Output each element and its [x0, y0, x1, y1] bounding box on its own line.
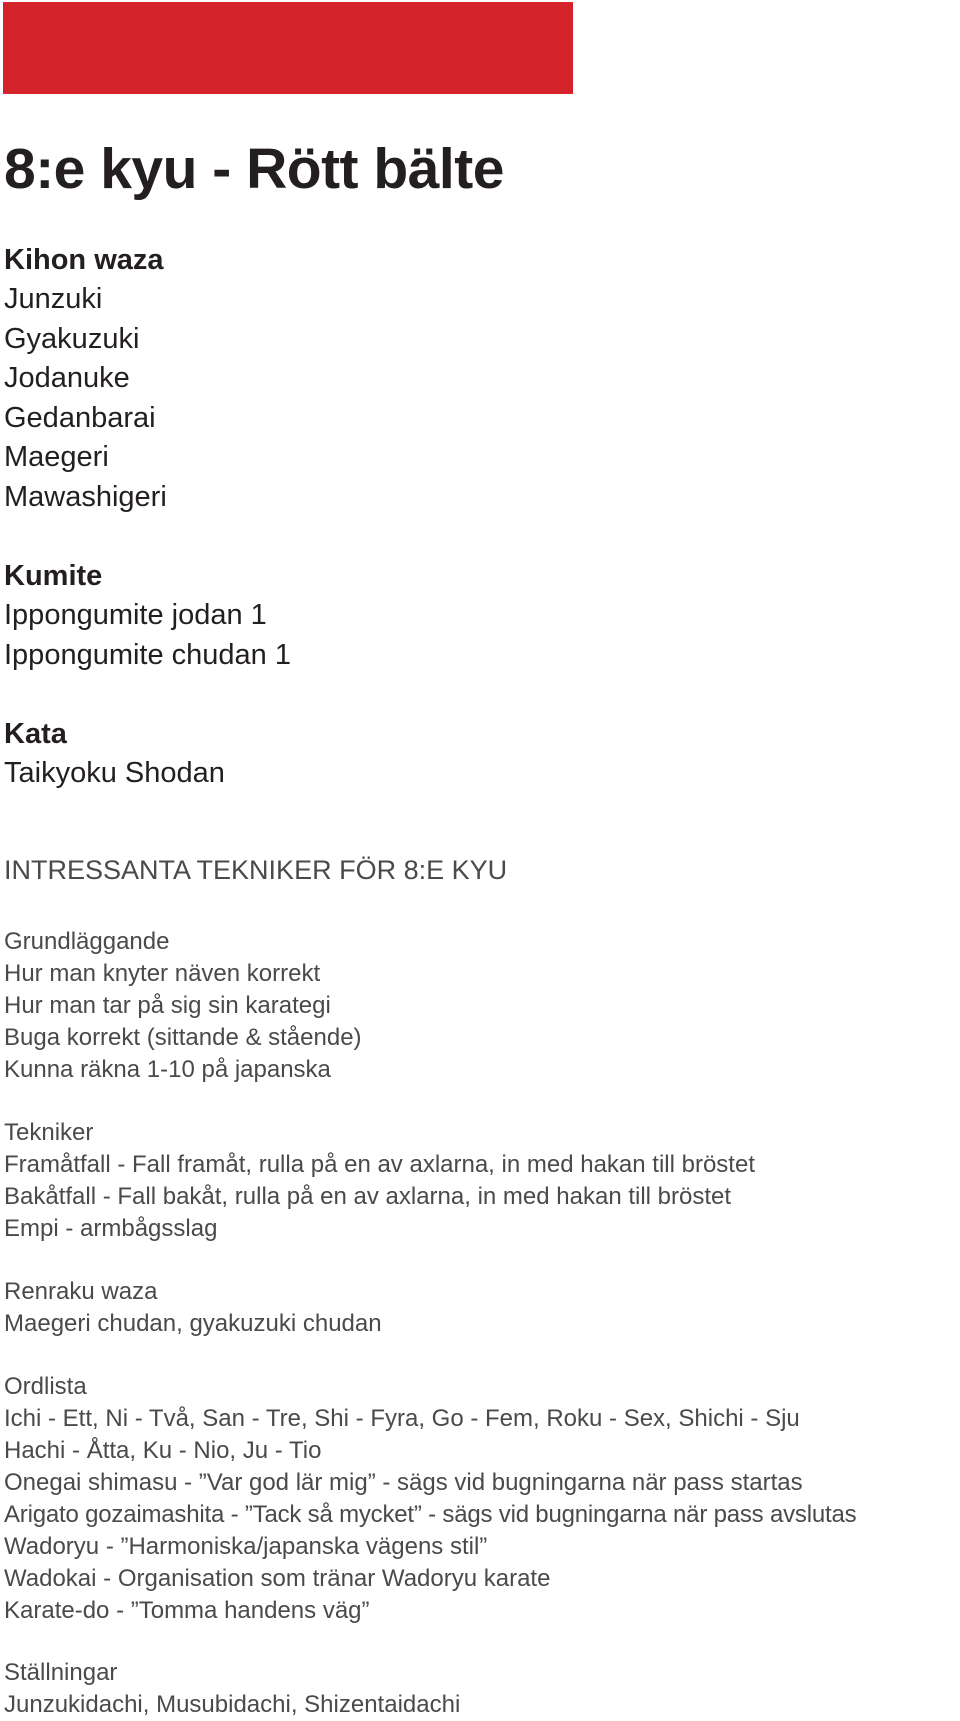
- list-item: Hur man knyter näven korrekt: [4, 960, 321, 987]
- kihon-section: [4, 240, 167, 517]
- grund-list: [4, 958, 362, 1086]
- stallningar-heading: Ställningar: [4, 1659, 118, 1686]
- tekniker-section: [4, 1117, 755, 1245]
- list-item: Empi - armbågsslag: [4, 1215, 218, 1242]
- kumite-heading: Kumite: [4, 560, 103, 592]
- list-item: Junzuki: [4, 283, 103, 315]
- page-title: 8:e kyu - Rött bälte: [4, 137, 504, 201]
- list-item: Wadokai - Organisation som tränar Wadoryu karate: [4, 1565, 551, 1592]
- interesting-techniques-heading: INTRESSANTA TEKNIKER FÖR 8:E KYU: [4, 855, 508, 885]
- stallningar-section: [4, 1657, 460, 1721]
- red-belt-banner: [3, 2, 573, 94]
- kata-section: [4, 714, 225, 794]
- kihon-list: [4, 280, 167, 517]
- list-item: Gedanbarai: [4, 401, 156, 434]
- kata-list: [4, 754, 225, 794]
- list-item: Framåtfall - Fall framåt, rulla på en av axlarna, in med hakan till bröstet: [4, 1151, 755, 1178]
- list-item: Gyakuzuki: [4, 322, 140, 355]
- list-item: Ippongumite jodan 1: [4, 599, 267, 631]
- list-item: Ichi - Ett, Ni - Två, San - Tre, Shi - Fyra, Go - Fem, Roku - Sex, Shichi - Sju: [4, 1405, 800, 1432]
- kumite-section: [4, 556, 291, 675]
- kihon-heading: Kihon waza: [4, 244, 164, 276]
- list-item: Mawashigeri: [4, 480, 167, 513]
- kata-heading: Kata: [4, 718, 67, 750]
- tekniker-heading: Tekniker: [4, 1119, 94, 1146]
- grund-section: [4, 926, 362, 1086]
- list-item: Hur man tar på sig sin karategi: [4, 992, 331, 1019]
- ordlista-heading: Ordlista: [4, 1373, 87, 1400]
- list-item: Bakåtfall - Fall bakåt, rulla på en av axlarna, in med hakan till bröstet: [4, 1183, 732, 1210]
- list-item: Onegai shimasu - ”Var god lär mig” - sägs vid bugningarna när pass startas: [4, 1469, 803, 1496]
- list-item: Ippongumite chudan 1: [4, 638, 291, 671]
- list-item: Arigato gozaimashita - ”Tack så mycket” - sägs vid bugningarna när pass avslutas: [4, 1501, 857, 1528]
- ordlista-section: [4, 1371, 856, 1627]
- list-item: Maegeri: [4, 441, 109, 473]
- list-item: Wadoryu - ”Harmoniska/japanska vägens stil”: [4, 1533, 488, 1560]
- stallningar-list: [4, 1689, 460, 1721]
- renraku-section: [4, 1276, 382, 1340]
- list-item: Jodanuke: [4, 362, 130, 394]
- renraku-list: [4, 1308, 382, 1340]
- list-item: Taikyoku Shodan: [4, 757, 225, 789]
- list-item: Kunna räkna 1-10 på japanska: [4, 1056, 331, 1083]
- renraku-heading: Renraku waza: [4, 1278, 158, 1305]
- list-item: Maegeri chudan, gyakuzuki chudan: [4, 1310, 382, 1337]
- grund-heading: Grundläggande: [4, 928, 170, 955]
- list-item: Hachi - Åtta, Ku - Nio, Ju - Tio: [4, 1437, 322, 1464]
- ordlista-list: [4, 1403, 856, 1627]
- list-item: Karate-do - ”Tomma handens väg”: [4, 1597, 370, 1624]
- tekniker-list: [4, 1149, 755, 1245]
- list-item: Buga korrekt (sittande & stående): [4, 1024, 362, 1051]
- kumite-list: [4, 596, 291, 675]
- list-item: Junzukidachi, Musubidachi, Shizentaidachi: [4, 1691, 461, 1718]
